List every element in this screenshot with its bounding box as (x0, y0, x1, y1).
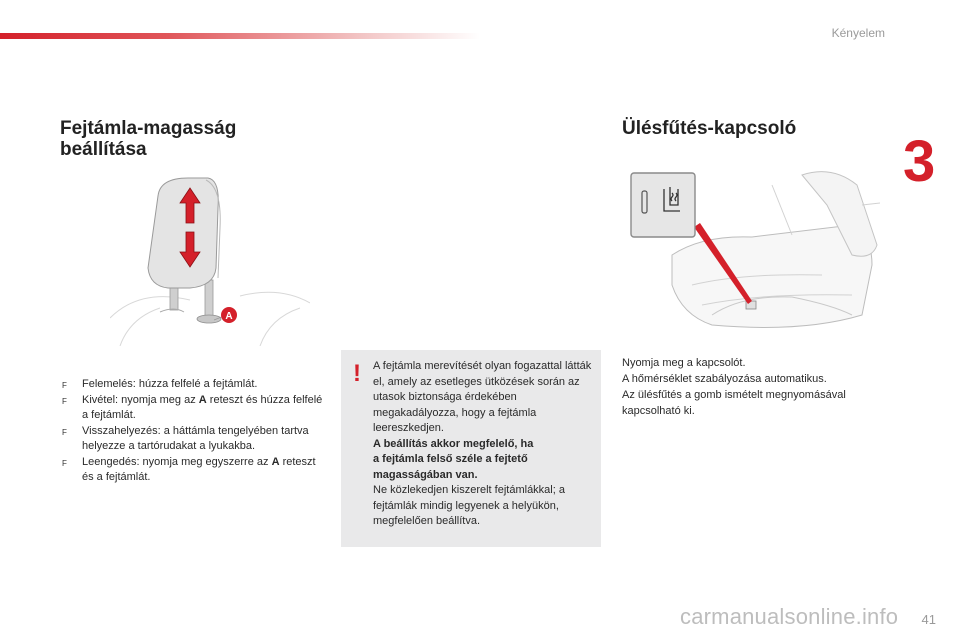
headrest-title-line2: beállítása (60, 139, 147, 160)
list-item: F Felemelés: húzza felfelé a fejtámlát. (60, 377, 330, 393)
headrest-instructions (60, 377, 330, 486)
headrest-illustration (110, 168, 310, 346)
list-item: F Visszahelyezés: a háttámla tengelyében tartva helyezze a tartórudakat a lyukakba. (62, 424, 309, 452)
chapter-number: 3 (903, 129, 936, 194)
page-number: 41 (921, 612, 936, 627)
warning-text: A fejtámla merevítését olyan fogazattal látták el, amely az esetleges ütközések során az utasok biztonsága érdekében megakadályozza, hogy a fejtámla leereszkedjen. A beállítás akkor megfelelő, ha a fejtámla felső széle a fejtető magasságában van. Ne közlekedjen kiszerelt fejtámlákkal; a fejtámlák mindig legyenek a helyükön, megfelelően beállítva. (373, 360, 592, 527)
warning-icon: ! (353, 360, 361, 387)
section-label: Kényelem (831, 26, 885, 40)
headrest-title (60, 118, 300, 160)
bullet-marker: F (62, 381, 67, 390)
headrest-title-line1: Fejtámla-magasság (60, 118, 237, 139)
warning-box (341, 350, 601, 547)
seat-heating-instructions: Nyomja meg a kapcsolót. A hőmérséklet szabályozása automatikus. Az ülésfűtés a gomb ismételt megnyomásával kapcsolható ki. (622, 357, 846, 417)
callout-a-label: A (225, 311, 233, 322)
watermark: carmanualsonline.info (680, 604, 899, 629)
heated-seat-switch[interactable] (631, 173, 695, 237)
bullet-marker: F (62, 427, 67, 437)
bullet-marker: F (62, 396, 67, 406)
list-item: F Leengedés: nyomja meg egyszerre az A reteszt és a fejtámlát. (62, 455, 316, 483)
seat-heating-illustration (622, 165, 882, 333)
seat-heating-title: Ülésfűtés-kapcsoló (622, 118, 797, 139)
list-item: F Kivétel: nyomja meg az A reteszt és húzza felfelé a fejtámlát. (62, 393, 323, 421)
bullet-marker: F (62, 458, 67, 468)
top-accent-bar (0, 33, 480, 39)
